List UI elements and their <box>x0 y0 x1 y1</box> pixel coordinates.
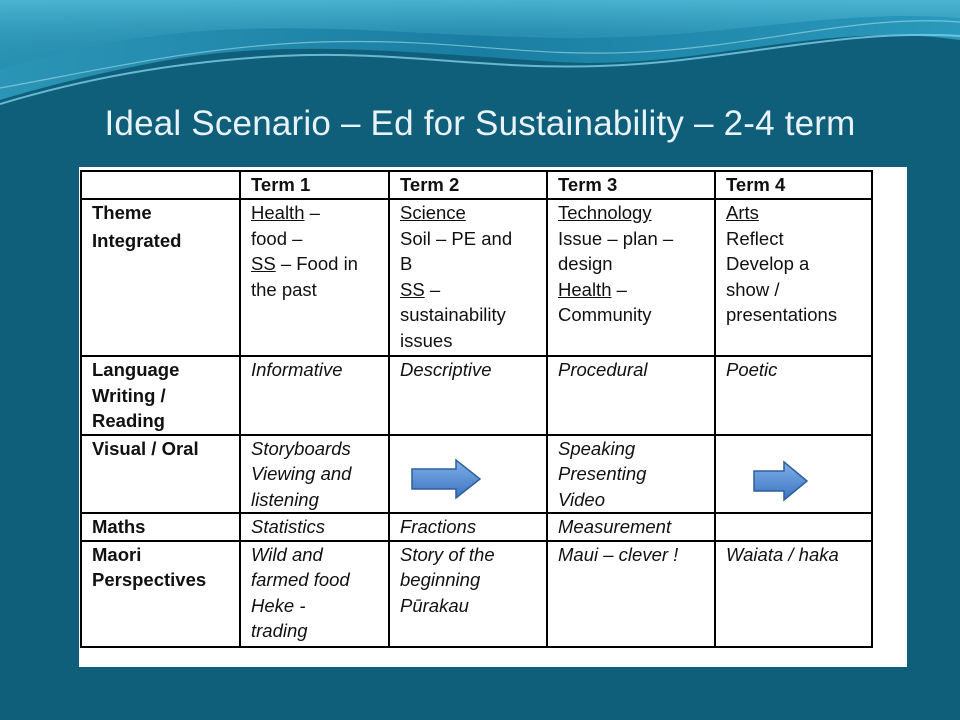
row-label-line: Integrated <box>92 229 182 251</box>
cell-text: the past <box>251 278 317 300</box>
cell-term-4 <box>715 541 872 647</box>
cell-line <box>400 200 540 226</box>
row-label <box>81 541 240 647</box>
cell-line: Measurement <box>558 516 672 537</box>
cell-term-2 <box>389 541 547 647</box>
cell-line <box>400 251 540 277</box>
row-label-line: Writing / <box>92 384 166 406</box>
cell-term-2 <box>389 513 547 541</box>
subject-link-text: Health <box>558 278 612 300</box>
cell-line: Descriptive <box>400 359 492 380</box>
row-label-line: Perspectives <box>92 569 207 590</box>
cell-text: Develop a <box>726 253 810 274</box>
cell-line: Viewing and <box>251 463 352 484</box>
row-label-line: Reading <box>92 410 165 431</box>
cell-line <box>726 302 865 328</box>
cell-term-1 <box>240 541 389 647</box>
cell-line <box>400 328 540 354</box>
cell-text: Soil – PE and <box>400 227 513 249</box>
cell-text: Issue – plan – <box>558 227 674 249</box>
slide-title: Ideal Scenario – Ed for Sustainability – 2-4 term <box>104 104 856 143</box>
cell-text: food – <box>251 227 303 249</box>
cell-line: Story of the <box>400 543 495 565</box>
cell-line: Statistics <box>251 516 326 537</box>
cell-line <box>726 251 865 277</box>
cell-line <box>726 277 865 303</box>
cell-line: Poetic <box>726 359 778 380</box>
cell-line <box>726 200 865 226</box>
cell-line: Video <box>558 488 605 510</box>
cell-line: Presenting <box>558 463 647 484</box>
cell-line: listening <box>251 488 319 510</box>
table-row <box>81 199 872 356</box>
cell-term-4 <box>715 199 872 356</box>
cell-line: Pūrakau <box>400 594 469 616</box>
subject-link-text: Technology <box>558 202 652 223</box>
cell-line <box>726 226 865 252</box>
cell-text: sustainability <box>400 304 506 325</box>
cell-text: presentations <box>726 304 838 325</box>
cell-line <box>558 200 708 226</box>
cell-term-1 <box>240 513 389 541</box>
arrow-right-icon <box>752 460 810 502</box>
cell-text: issues <box>400 329 453 351</box>
cell-text: design <box>558 253 613 274</box>
table-row <box>81 513 872 541</box>
cell-line <box>400 226 540 252</box>
cell-text: – <box>304 202 320 223</box>
cell-term-4 <box>715 513 872 541</box>
row-label-line: Maori <box>92 543 142 565</box>
cell-line: Procedural <box>558 359 648 380</box>
cell-line: Heke - <box>251 594 306 616</box>
subject-link-text: SS <box>400 278 425 300</box>
subject-link-text: Arts <box>726 202 759 223</box>
cell-text: – <box>611 278 627 300</box>
cell-term-1 <box>240 435 389 514</box>
cell-line: Storyboards <box>251 437 351 459</box>
row-label <box>81 199 240 356</box>
header-term-1: Term 1 <box>240 171 389 199</box>
row-label <box>81 435 240 514</box>
row-label-line: Theme <box>92 202 152 223</box>
cell-text: – <box>424 278 441 300</box>
cell-text: Community <box>558 304 652 325</box>
subject-link-text: Science <box>400 202 466 223</box>
row-label-line: Maths <box>92 516 146 537</box>
cell-line <box>251 200 382 226</box>
cell-term-2 <box>389 199 547 356</box>
cell-line <box>251 277 382 303</box>
cell-text: Reflect <box>726 227 784 249</box>
cell-line <box>558 302 708 328</box>
arrow-right-icon <box>410 458 484 500</box>
cell-line <box>400 302 540 328</box>
row-label-line: Visual / Oral <box>92 437 199 459</box>
cell-term-3 <box>547 435 715 514</box>
cell-term-2 <box>389 356 547 435</box>
cell-text: B <box>400 253 413 274</box>
cell-term-3 <box>547 541 715 647</box>
cell-line <box>251 251 382 277</box>
row-label <box>81 513 240 541</box>
cell-term-3 <box>547 513 715 541</box>
cell-line: trading <box>251 620 308 641</box>
cell-line: Speaking <box>558 437 636 459</box>
cell-term-1 <box>240 356 389 435</box>
cell-text: – Food in <box>275 253 358 274</box>
table-row <box>81 356 872 435</box>
subject-link-text: SS <box>251 253 276 274</box>
cell-line: Wild and <box>251 543 323 565</box>
cell-line <box>558 226 708 252</box>
cell-line: Waiata / haka <box>726 543 839 565</box>
table-row <box>81 541 872 647</box>
cell-line <box>400 277 540 303</box>
header-corner <box>81 171 240 199</box>
cell-text: show / <box>726 278 780 300</box>
cell-term-1 <box>240 199 389 356</box>
cell-line: Fractions <box>400 516 477 537</box>
header-term-4: Term 4 <box>715 171 872 199</box>
cell-line <box>558 251 708 277</box>
cell-line: farmed food <box>251 569 350 590</box>
cell-term-3 <box>547 356 715 435</box>
row-label <box>81 356 240 435</box>
cell-line: beginning <box>400 569 481 590</box>
term-plan-table <box>80 170 873 648</box>
cell-line: Maui – clever ! <box>558 543 679 565</box>
cell-term-4 <box>715 356 872 435</box>
cell-line <box>558 277 708 303</box>
cell-line <box>251 226 382 252</box>
header-term-3: Term 3 <box>547 171 715 199</box>
cell-term-3 <box>547 199 715 356</box>
row-label-line: Language <box>92 359 180 380</box>
cell-line: Informative <box>251 359 343 380</box>
subject-link-text: Health <box>251 202 305 223</box>
header-term-2: Term 2 <box>389 171 547 199</box>
